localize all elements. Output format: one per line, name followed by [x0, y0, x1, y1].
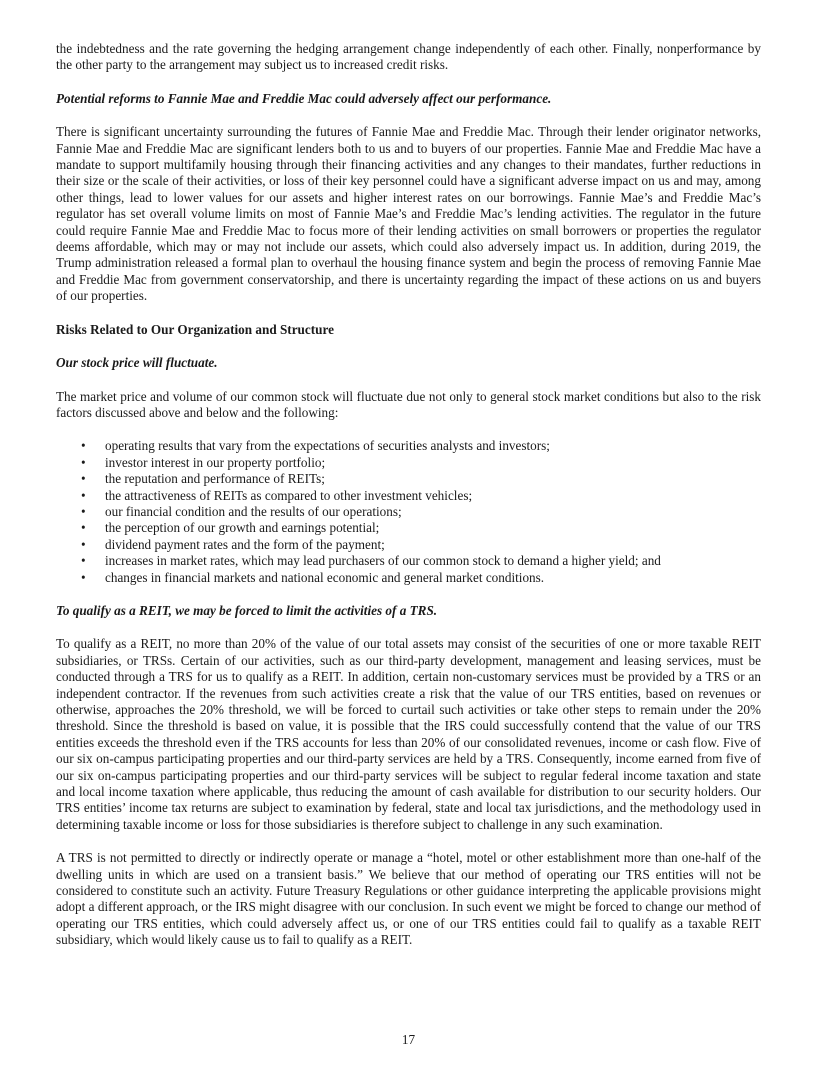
- bullet-icon: •: [81, 569, 86, 585]
- bullet-icon: •: [81, 553, 86, 569]
- risk-factor-list: [56, 438, 761, 586]
- list-item: • operating results that vary from the expectations of securities analysts and investors;: [81, 438, 550, 454]
- bullet-icon: •: [81, 503, 86, 519]
- list-item: • dividend payment rates and the form of the payment;: [81, 536, 385, 552]
- bullet-icon: •: [81, 536, 86, 552]
- bullet-icon: •: [81, 487, 86, 503]
- section-heading-organization-structure: Risks Related to Our Organization and Structure: [56, 321, 334, 337]
- list-item: • investor interest in our property portfolio;: [81, 454, 326, 470]
- bullet-icon: •: [81, 438, 86, 454]
- bullet-icon: •: [81, 520, 86, 536]
- list-item: • the attractiveness of REITs as compared to other investment vehicles;: [81, 487, 473, 503]
- list-item: • our financial condition and the results of our operations;: [81, 503, 402, 519]
- bullet-icon: •: [81, 471, 86, 487]
- document-page: [56, 41, 761, 949]
- list-item: • the perception of our growth and earnings potential;: [81, 520, 380, 536]
- list-item: • changes in financial markets and national economic and general market conditions.: [81, 569, 545, 585]
- page-number: 17: [401, 1032, 416, 1047]
- bullet-icon: •: [81, 454, 86, 470]
- heading-stock-price: Our stock price will fluctuate.: [56, 355, 218, 371]
- paragraph-fannie-freddie: There is significant uncertainty surrounding the futures of Fannie Mae and Freddie Mac. Through their lender originator networks, Fannie Mae and Freddie Mac are significant lenders both to us and to buyers of our properties. Fannie Mae and Freddie Mac have a mandate to support multifamily housing through their financing activities and any changes to their mandates, further reductions in their size or the scale of their activities, or loss of their key personnel could have a significant adverse impact on us and may, among other things, lead to lower values for our assets and higher interest rates on our borrowings. Fannie Mae’s and Freddie Mac’s regulator has set overall volume limits on most of Fannie Mae’s and Freddie Mac’s lending activities. The regulator in the future could require Fannie Mae and Freddie Mac to focus more of their lending activities on small borrowers or properties the regulator deems affordable, which may or may not include our assets, which could also adversely impact us. In addition, during 2019, the Trump administration released a formal plan to overhaul the housing finance system and begin the process of removing Fannie Mae and Freddie Mac from government conservatorship, and there is uncertainty regarding the impact of these actions on us and buyers of our properties.: [56, 124, 761, 304]
- heading-fannie-freddie-reforms: Potential reforms to Fannie Mae and Freddie Mac could adversely affect our performance.: [56, 90, 552, 106]
- paragraph-reit-trs: To qualify as a REIT, no more than 20% of the value of our total assets may consist of the securities of one or more taxable REIT subsidiaries, or TRSs. Certain of our activities, such as our third-party development, management and leasing services, must be conducted through a TRS for us to qualify as a REIT. In addition, certain non-customary services must be provided by a TRS or an independent contractor. If the revenues from such activities create a risk that the value of our TRS entities, based on revenues or otherwise, approaches the 20% threshold, we will be forced to curtail such activities or take other steps to remain under the 20% threshold. Since the threshold is based on value, it is possible that the IRS could successfully contend that the value of our TRS entities exceeds the threshold even if the TRS accounts for less than 20% of our consolidated revenues, income or cash flow. Five of our six on-campus participating properties and our third-party services are held by a TRS. Consequently, income earned from five of our six on-campus participating properties and our third-party services will be subject to regular federal income taxation and state and local income taxation where applicable, thus reducing the amount of cash available for distribution to our security holders. Our TRS entities’ income tax returns are subject to examination by federal, state and local tax jurisdictions, and the methodology used in determining taxable income or loss for those subsidiaries is therefore subject to challenge in any such examination.: [56, 636, 761, 832]
- paragraph-trs-hotel: A TRS is not permitted to directly or indirectly operate or manage a “hotel, motel or other establishment more than one-half of the dwelling units in which are used on a transient basis.” We believe that our method of operating our TRS entities will not be considered to constitute such an activity. Future Treasury Regulations or other guidance interpreting the applicable provisions might adopt a different approach, or the IRS might disagree with our conclusion. In such event we might be forced to change our method of operating our TRS entities, which could adversely affect us, or one of our TRS entities could fail to qualify as a taxable REIT subsidiary, which would likely cause us to fail to qualify as a REIT.: [56, 850, 761, 948]
- list-item: • increases in market rates, which may lead purchasers of our common stock to demand a higher yield; and: [81, 553, 661, 569]
- heading-reit-trs: To qualify as a REIT, we may be forced to limit the activities of a TRS.: [56, 602, 438, 618]
- paragraph-hedging-continuation: the indebtedness and the rate governing the hedging arrangement change independently of each other. Finally, nonperformance by the other party to the arrangement may subject us to increased credit risks.: [56, 41, 761, 73]
- list-item: • the reputation and performance of REITs;: [81, 471, 325, 487]
- paragraph-stock-price: The market price and volume of our common stock will fluctuate due not only to general stock market conditions but also to the risk factors discussed above and below and the following:: [56, 388, 761, 420]
